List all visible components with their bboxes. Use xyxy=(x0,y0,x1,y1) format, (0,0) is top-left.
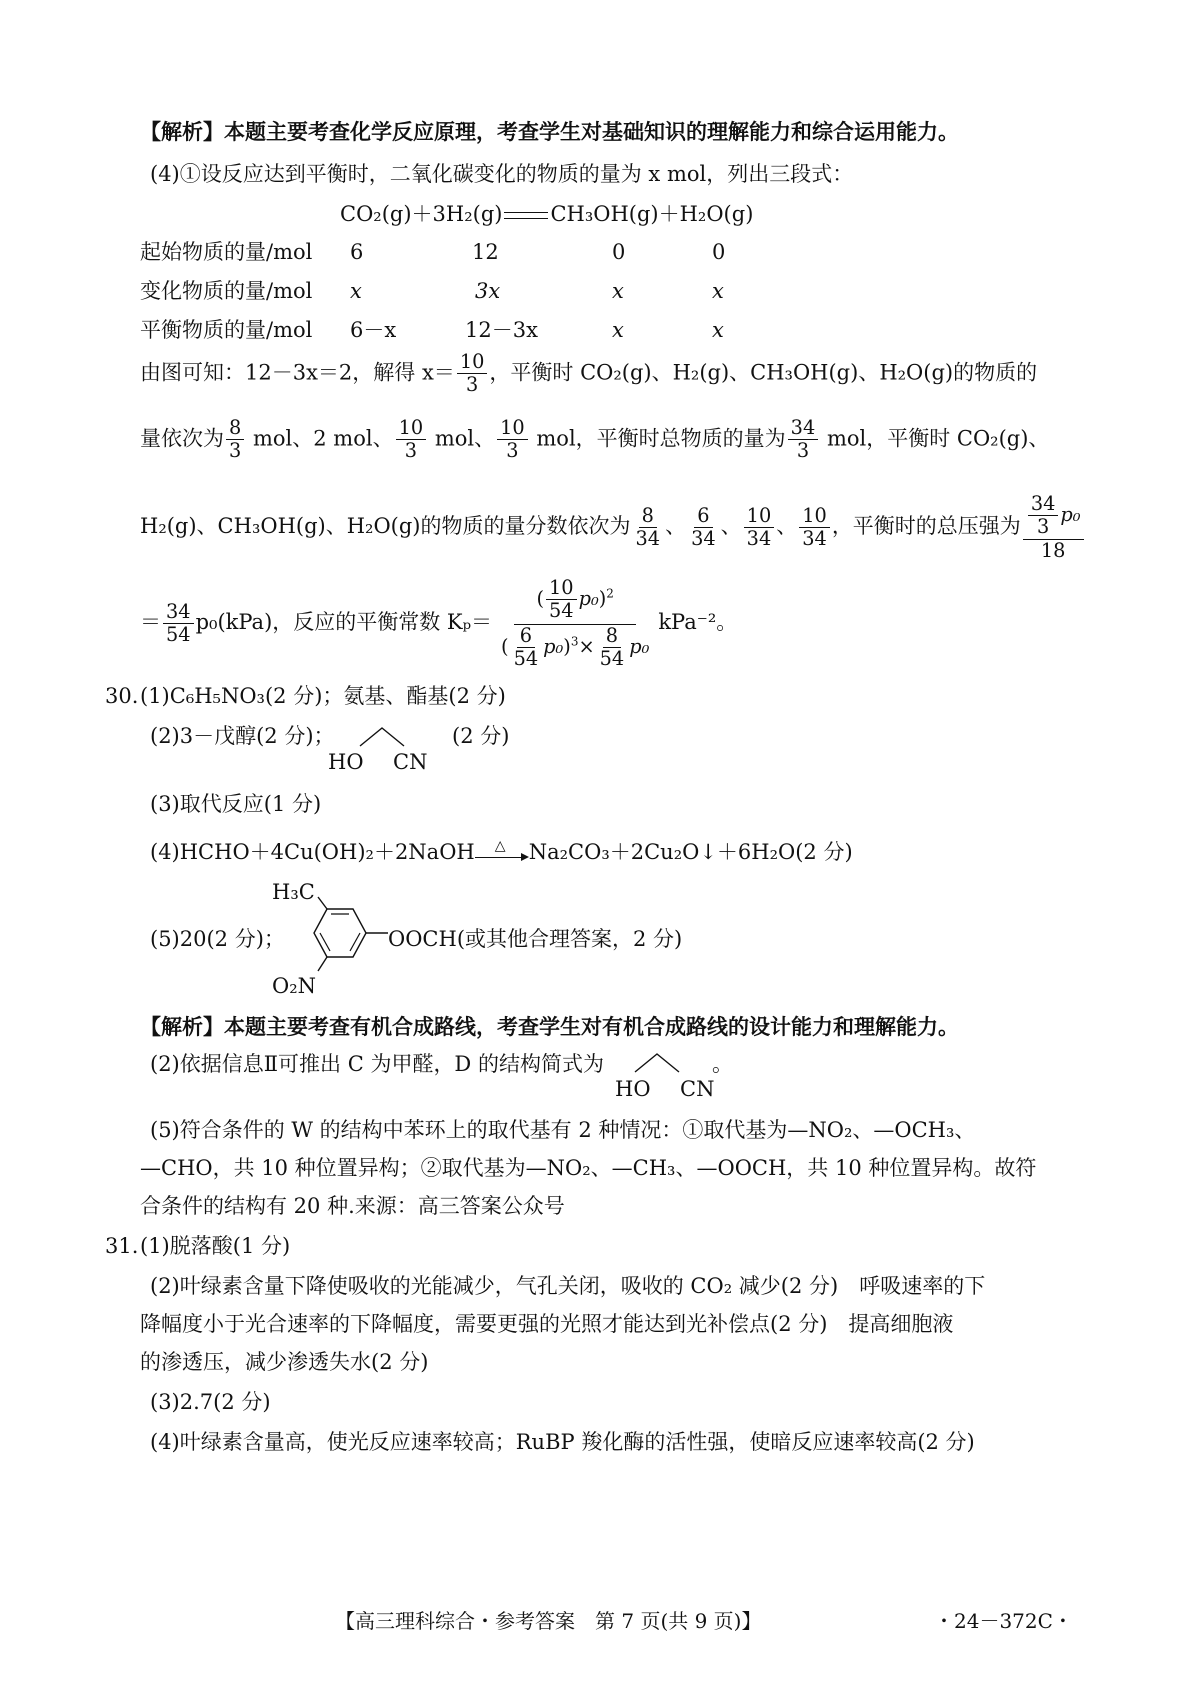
numerator: 8 xyxy=(226,418,244,440)
analysis-text: 本题主要考查有机合成路线，考查学生对有机合成路线的设计能力和理解能力。 xyxy=(224,1014,959,1039)
derivation-line-4 xyxy=(140,578,737,669)
paper-code: ・24－372C・ xyxy=(934,1609,1073,1633)
analysis2-p5-line2: —CHO，共 10 种位置异构；②取代基为—NO₂、—CH₃、—OOCH，共 10 种位置异构。故符 xyxy=(140,1156,1037,1180)
numerator: 34 xyxy=(788,418,819,440)
p0: p₀ xyxy=(578,586,599,610)
q30-part2-b: (2 分) xyxy=(452,724,510,748)
row-value: 0 xyxy=(612,240,626,264)
fraction xyxy=(633,503,664,550)
structure-bond-icon xyxy=(340,720,450,750)
p0: p₀ xyxy=(629,634,650,658)
fraction xyxy=(688,503,719,550)
fraction xyxy=(546,578,577,622)
structure-cn: CN xyxy=(680,1077,715,1101)
kp-numerator: ( $\frac{10}{54}$ p₀)$^2$ xyxy=(514,578,635,625)
numerator: 10 xyxy=(457,352,488,374)
kp-denominator: ( $\frac{6}{54}$ p₀)$^3$× $\frac{8}{54}$ p₀ xyxy=(501,623,650,670)
derivation-line-1 xyxy=(140,352,1037,396)
text: 量依次为 xyxy=(140,426,224,451)
q30-part4 xyxy=(150,838,853,866)
numerator: 10 xyxy=(396,418,427,440)
row-value: 12－3x xyxy=(465,318,538,342)
structure-cn: CN xyxy=(393,750,428,774)
row-value: 3x xyxy=(475,279,501,303)
page-footer: 【高三理科综合・参考答案 第 7 页(共 9 页)】 xyxy=(335,1609,762,1633)
numerator: 34 xyxy=(1028,494,1059,516)
row-label: 变化物质的量/mol xyxy=(140,279,313,303)
analysis-heading-2 xyxy=(140,1013,959,1041)
numerator: 10 xyxy=(497,418,528,440)
numerator: 10 xyxy=(546,578,577,600)
structure-h3c: H₃C xyxy=(272,880,315,904)
row-value: x xyxy=(712,279,724,303)
analysis-text: 本题主要考查化学反应原理，考查学生对基础知识的理解能力和综合运用能力。 xyxy=(224,119,959,144)
text: ，平衡时的总压强为 xyxy=(831,513,1021,538)
row-label: 平衡物质的量/mol xyxy=(140,318,313,342)
text: mol，平衡时 CO₂(g)、 xyxy=(826,426,1050,451)
fraction xyxy=(597,623,628,670)
derivation-line-2 xyxy=(140,418,1049,462)
text: mol，平衡时总物质的量为 xyxy=(536,426,786,451)
equilibrium-arrow-icon xyxy=(504,209,548,223)
denominator: 3 xyxy=(404,439,418,463)
equation-left: CO₂(g)＋3H₂(g) xyxy=(340,202,503,226)
analysis2-p2: (2)依据信息Ⅱ可推出 C 为甲醛，D 的结构简式为 xyxy=(150,1052,604,1076)
text: H₂(g)、CH₃OH(g)、H₂O(g)的物质的量分数依次为 xyxy=(140,513,631,538)
q31-part2-line1: (2)叶绿素含量下降使吸收的光能减少，气孔关闭，吸收的 CO₂ 减少(2 分) 呼吸速率的下 xyxy=(150,1274,986,1298)
row-value: 12 xyxy=(472,240,499,264)
numerator: 8 xyxy=(639,506,657,528)
denominator: 54 xyxy=(166,623,191,647)
analysis2-p5-line3: 合条件的结构有 20 种.来源：高三答案公众号 xyxy=(140,1194,565,1218)
row-value: x xyxy=(612,279,624,303)
q30-part2-a: (2)3－戊醇(2 分)； xyxy=(150,724,335,748)
numerator: 6 xyxy=(694,506,712,528)
denominator: 54 xyxy=(549,599,574,623)
analysis-label: 【解析】 xyxy=(140,119,224,144)
denominator: 3 xyxy=(229,439,242,463)
row-label: 起始物质的量/mol xyxy=(140,240,313,264)
q29-4-intro: (4)①设反应达到平衡时，二氧化碳变化的物质的量为 x mol，列出三段式： xyxy=(150,162,854,186)
denominator: 34 xyxy=(746,526,772,550)
analysis-label: 【解析】 xyxy=(140,1014,224,1039)
q31-part2-line2: 降幅度小于光合速率的下降幅度，需要更强的光照才能达到光补偿点(2 分) 提高细胞液 xyxy=(140,1312,954,1336)
denominator: 3 xyxy=(465,373,479,397)
text: p₀(kPa)，反应的平衡常数 Kₚ＝ xyxy=(195,610,493,635)
denominator: 54 xyxy=(599,646,625,670)
numerator: 6 xyxy=(517,626,535,648)
q30-number: 30. xyxy=(105,684,139,708)
q31-number: 31. xyxy=(105,1234,139,1258)
text: kPa⁻²。 xyxy=(658,610,738,635)
text: mol、2 mol、 xyxy=(252,426,394,451)
denominator: 34 xyxy=(802,526,827,550)
row-value: x xyxy=(712,318,724,342)
denominator: 54 xyxy=(513,646,539,670)
numerator: 10 xyxy=(799,506,830,528)
denominator: 3 xyxy=(506,439,519,463)
numerator xyxy=(1023,494,1084,540)
text: ，平衡时 CO₂(g)、H₂(g)、CH₃OH(g)、H₂O(g)的物质的 xyxy=(489,360,1038,385)
q30-part1: (1)C₆H₅NO₃(2 分)；氨基、酯基(2 分) xyxy=(140,684,506,708)
p0: p₀ xyxy=(543,634,564,658)
q31-part3: (3)2.7(2 分) xyxy=(150,1390,271,1414)
numerator: 8 xyxy=(603,626,621,648)
equation-right: CH₃OH(g)＋H₂O(g) xyxy=(550,202,754,226)
fraction xyxy=(163,599,194,647)
text: 由图可知：12－3x＝2，解得 x＝ xyxy=(140,360,455,385)
q30-part5-b: OOCH(或其他合理答案，2 分) xyxy=(388,927,683,951)
denominator: 18 xyxy=(1040,538,1066,562)
fraction xyxy=(457,352,488,396)
benzene-ring-icon xyxy=(300,895,390,975)
q30-part3: (3)取代反应(1 分) xyxy=(150,792,322,816)
row-value: 6 xyxy=(350,240,364,264)
fraction xyxy=(511,623,542,670)
fraction xyxy=(1028,494,1059,538)
fraction xyxy=(799,503,830,550)
p0: p₀ xyxy=(1060,502,1081,526)
denominator: 34 xyxy=(691,526,716,550)
analysis2-p2-end: 。 xyxy=(712,1052,733,1076)
analysis-heading-1 xyxy=(140,118,959,146)
structure-bond-icon xyxy=(615,1046,715,1076)
text: Na₂CO₃＋2Cu₂O↓＋6H₂O(2 分) xyxy=(528,840,853,864)
kp-fraction xyxy=(498,578,652,669)
text: mol、 xyxy=(434,426,496,451)
text: ＝ xyxy=(140,610,161,635)
denominator: 3 xyxy=(1036,515,1050,539)
structure-ho: HO xyxy=(328,750,364,774)
q30-part5-a: (5)20(2 分)； xyxy=(150,927,285,951)
reaction-equation xyxy=(340,200,753,228)
row-value: x xyxy=(612,318,624,342)
compound-fraction xyxy=(1023,494,1084,561)
numerator: 10 xyxy=(744,506,775,528)
q31-part4: (4)叶绿素含量高，使光反应速率较高；RuBP 羧化酶的活性强，使暗反应速率较高(2 分) xyxy=(150,1430,975,1454)
analysis2-p5-line1: (5)符合条件的 W 的结构中苯环上的取代基有 2 种情况：①取代基为—NO₂、—OCH₃、 xyxy=(150,1118,976,1142)
row-value: x xyxy=(350,279,362,303)
q31-part1: (1)脱落酸(1 分) xyxy=(140,1234,291,1258)
heating-arrow-icon xyxy=(475,837,529,865)
fraction xyxy=(396,418,427,462)
fraction xyxy=(788,418,819,462)
row-value: 6－x xyxy=(350,318,397,342)
denominator: 34 xyxy=(635,526,661,550)
denominator: 3 xyxy=(796,439,810,463)
text: (4)HCHO＋4Cu(OH)₂＋2NaOH xyxy=(150,840,475,864)
fraction xyxy=(497,418,528,462)
structure-ho: HO xyxy=(615,1077,651,1101)
fraction xyxy=(744,503,775,550)
row-value: 0 xyxy=(712,240,726,264)
q31-part2-line3: 的渗透压，减少渗透失水(2 分) xyxy=(140,1350,429,1374)
numerator: 34 xyxy=(163,602,194,624)
heat-symbol: △ xyxy=(494,837,506,854)
derivation-line-3: H₂(g)、CH₃OH(g)、H₂O(g)的物质的量分数依次为 $\frac{8}{34}$ 、 $\frac{6}{34}$ 、 $\frac{10}{34}$ 、 $\frac{10}{34}$ ，平衡时的总压强为 $\frac{34}{3}$ p₀ 18 xyxy=(140,494,1086,561)
fraction xyxy=(226,418,244,462)
structure-o2n: O₂N xyxy=(272,974,317,998)
